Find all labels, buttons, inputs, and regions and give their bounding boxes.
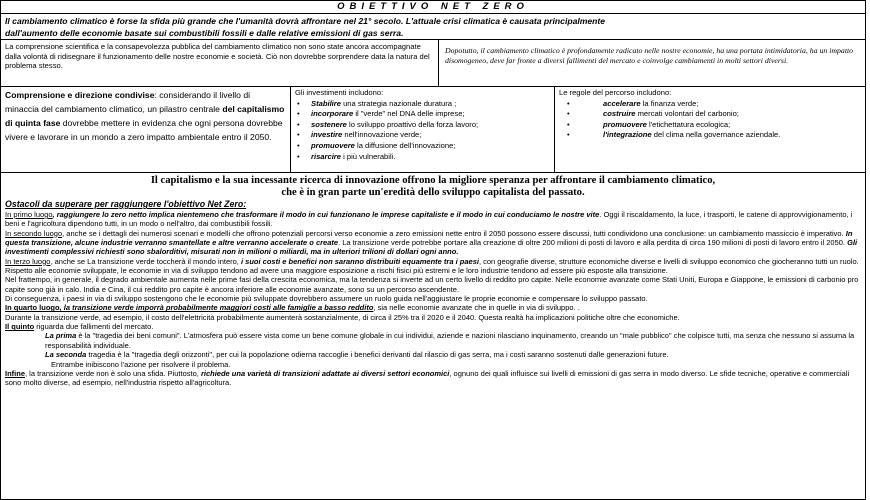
context-row (1, 40, 865, 87)
obstacles-section (1, 199, 865, 388)
paragraph: Rispetto alle economie sviluppate, le economie in via di sviluppo tendono ad avere una maggiore esposizione a rischi fisici più estremi e le loro industrie tendono ad essere più esposte alla transizione. (5, 266, 668, 276)
context-right: Dopotutto, il cambiamento climatico è profondamente radicato nelle nostre economie, ha una portata intimidatoria, ha un impatto disomogeneo, deve far fronte a diversi fallimenti del mercato e coinvolge cambiamenti in molti settori diversi. (445, 46, 854, 65)
item-keyword: sostenere (311, 119, 347, 129)
item-text: del clima nella governance aziendale. (651, 130, 781, 140)
paragraph-emphasis: In questa transizione, alcune industrie verranno smantellate e altre verranno accelerate o create (5, 228, 853, 248)
paragraph (5, 303, 861, 312)
paragraph-lead: Il quinto (5, 322, 35, 332)
paragraph-text: . Oggi il riscaldamento, la luce, i trasporti, le catene di approvvigionamento, i beni e l'agricoltura dipendono tutti, in un modo o nell'altro, dai combustibili fossili. (5, 210, 853, 229)
main-heading-line-2: che è in gran parte un'eredità dello sviluppo capitalista del passato. (281, 187, 585, 198)
list-item (295, 109, 550, 120)
paragraph-text: , anche se La transizione verde toccherà il mondo intero, (50, 256, 241, 266)
paragraph-emphasis: Gli investimenti complessivi richiesti sono sbalorditivi, misurati non in milioni o miliardi, ma in ulteriori trilioni di dollari ogni anno. (5, 238, 858, 257)
list-item (559, 99, 861, 110)
paragraph-lead: Infine (5, 368, 25, 378)
intro-line-2: dall'aumento delle economie basate sui combustibili fossili e dalle relative emissioni di gas serra. (5, 28, 404, 38)
paragraph (5, 369, 861, 388)
item-keyword: investire (311, 130, 343, 140)
paragraph-text: , con geografie diverse, strutture economiche diverse e livelli di sviluppo economico che giocheranno tutti un ruolo. (478, 256, 859, 266)
item-text: la diffusione dell'innovazione; (354, 140, 456, 150)
rules-heading: Le regole del percorso includono: (559, 88, 672, 97)
item-keyword: costruire (603, 109, 636, 119)
paragraph (5, 229, 861, 257)
item-text: mercati volontari del carbonio; (635, 109, 739, 119)
paragraph-lead: In primo luogo (5, 210, 53, 219)
page-title: OBIETTIVO NET ZERO (1, 1, 865, 14)
strategy-row (1, 87, 865, 173)
item-keyword: l'integrazione (603, 130, 652, 140)
intro-line-1: Il cambiamento climatico è forse la sfida più grande che l'umanità dovrà affrontare nel 21° secolo. L'attuale crisi climatica è causata principalmente (5, 16, 606, 26)
paragraph-lead: In secondo luogo (5, 228, 63, 238)
item-keyword: Stabilire (311, 98, 341, 108)
list-item (559, 130, 861, 141)
list-item (559, 120, 861, 131)
list-item (295, 152, 550, 163)
paragraph: Nel frattempo, in generale, il degrado ambientale aumenta nelle prime fasi della crescita economica, ma la tendenza si inverte ad un certo livello di reddito pro capite. Nelle economie avanzate come Stati Uniti, Europa e Giappone, le emissioni di carbonio pro capite sono già in calo. India e Cina, il cui reddito pro capite è ancora inferiore alle economie avanzate, sono su un percorso ascendente. (5, 275, 859, 294)
item-text: il "verde" nel DNA delle imprese; (353, 109, 465, 119)
obstacles-heading: Ostacoli da superare per raggiungere l'obiettivo Net Zero: (5, 199, 247, 209)
rules-box (555, 87, 865, 172)
item-text: l'etichettatura ecologica; (646, 119, 731, 129)
paragraph (5, 350, 861, 359)
shared-direction-heading: Comprensione e direzione condivise (5, 90, 155, 100)
paragraph-emphasis: richiede una varietà di transizioni adattate ai diversi settori economici (200, 368, 450, 378)
list-item (295, 120, 550, 131)
item-keyword: promuovere (311, 140, 355, 150)
investments-heading: Gli investimenti includono: (295, 88, 384, 97)
paragraph: Di conseguenza, i paesi in via di sviluppo sostengono che le economie più sviluppate dovrebbero assumere un ruolo guida nell'aggiustare le proprie economie e compensare lo sviluppo passato. (5, 294, 648, 304)
paragraph-emphasis: La seconda (45, 350, 87, 360)
paragraph-lead: In quarto luogo (5, 303, 60, 313)
paragraph-text: , anche se i dettagli dei numerosi scenari e modelli che offrono potenziali percorsi verso economie a zero emissioni nette entro il 2050 possono essere discussi, tutti condividono una conclusione: un cambiamento massiccio è imperativo. (62, 228, 846, 238)
paragraph (5, 322, 861, 331)
paragraph: Entrambe inibiscono l'azione per risolvere il problema. (51, 359, 231, 369)
shared-direction-text (5, 88, 286, 144)
item-text: i più vulnerabili. (340, 151, 396, 161)
fifth-phase-capitalism: del capitalismo di quinta fase (5, 104, 285, 128)
paragraph: Durante la transizione verde, ad esempio, il costo dell'elettricità probabilmente aumenterà sostanzialmente, di circa il 25% tra il 2020 e il 2040. Questa realtà ha implicazioni politiche oltre che economiche. (5, 312, 680, 322)
item-text: lo sviluppo proattivo della forza lavoro; (346, 119, 479, 129)
main-heading (1, 173, 865, 199)
paragraph-lead: In terzo luogo (5, 256, 51, 266)
context-left: La comprensione scientifica e la consapevolezza pubblica del cambiamento climatico non sono state ancora accompagnate dalla volontà di ridisegnare il funzionamento delle nostre economie e società. Ciò non dovrebbe sorprendere data la natura del problema stesso. (1, 40, 439, 86)
paragraph-text: , sia nelle economie avanzate che in quelle in via di sviluppo. . (373, 303, 580, 313)
item-text: la finanza verde; (640, 98, 699, 108)
list-item (295, 99, 550, 110)
list-item (559, 109, 861, 120)
item-text: nell'innovazione verde; (342, 130, 422, 140)
item-keyword: accelerare (603, 98, 641, 108)
list-item (295, 130, 550, 141)
shared-direction-text-2: dovrebbe mettere in evidenza che ogni persona dovrebbe vivere e lavorare in un mondo a zero impatto ambientale entro il 2050. (5, 118, 283, 142)
shared-direction-text-1: : considerando il livello di minaccia del cambiamento climatico, un pilastro centrale (5, 90, 251, 114)
item-keyword: risarcire (311, 151, 341, 161)
list-item (295, 141, 550, 152)
item-keyword: promuovere (603, 119, 647, 129)
item-text: una strategia nazionale duratura ; (340, 98, 457, 108)
paragraph-text: . La transizione verde potrebbe portare alla creazione di oltre 200 milioni di posti di lavoro e alla perdita di circa 190 milioni di posti di lavoro entro il 2050. (338, 238, 848, 248)
paragraph-emphasis: , la transizione verde imporrà probabilmente maggiori costi alle famiglie a basso reddito (59, 303, 374, 313)
paragraph (5, 210, 861, 229)
paragraph-text: riguarda due fallimenti del mercato. (34, 322, 154, 332)
rules-list (559, 99, 861, 141)
paragraph-text: è la "tragedia dei beni comuni". L'atmosfera può essere vista come un bene comune globale in cui individui, aziende e nazioni rilasciano inquinamento, creando un "male pubblico" che colpisce tutti, ma senza che nessuno si assuma la responsabilità individuale. (45, 331, 855, 350)
intro-statement (1, 14, 865, 40)
shared-direction-box (1, 87, 291, 172)
item-keyword: incorporare (311, 109, 354, 119)
investments-box (291, 87, 555, 172)
paragraph-text: , ognuno dei quali influisce sui livelli di emissioni di gas serra in modo diverso. Le sfide tecniche, operative e commerciali sono molto diverse, ad esempio, nell'industria rispetto all'agricoltura. (5, 368, 850, 388)
paragraph-emphasis: i suoi costi e benefici non saranno distribuiti equamente tra i paesi (240, 256, 479, 266)
paragraph (5, 331, 861, 350)
investments-list (295, 99, 550, 163)
paragraph-emphasis: La prima (45, 331, 77, 341)
paragraph (5, 257, 861, 266)
main-heading-line-1: Il capitalismo e la sua incessante ricerca di innovazione offrono la migliore speranza per affrontare il cambiamento climatico, (150, 175, 716, 186)
paragraph-emphasis: , raggiungere lo zero netto implica nientemeno che trasformare il modo in cui funzionano le imprese capitaliste e il modo in cui conduciamo le nostre vite (52, 210, 600, 219)
paragraph-text: tragedia è la "tragedia degli orizzonti", per cui la popolazione odierna raccoglie i benefici derivanti dal rilascio di gas serra, ma i costi saranno sostenuti dalle generazioni future. (86, 350, 669, 360)
paragraph-text: , la transizione verde non è solo una sfida. Piuttosto, (25, 368, 201, 378)
